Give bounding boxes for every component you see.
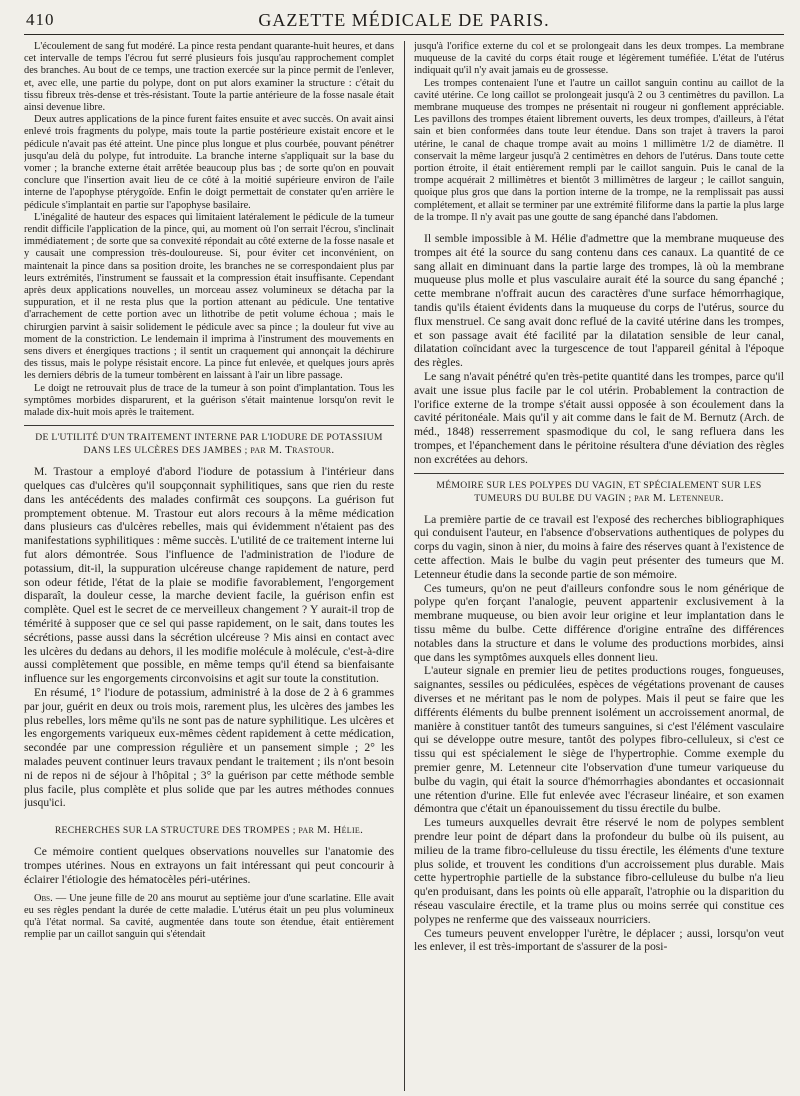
paragraph: L'inégalité de hauteur des espaces qui limitaient latéralement le pédicule de la tumeur rendit difficile l'application de la pince, qui, au moment où l'on serrait l'écrou, s'inclinait immédiatement ; de sorte que sa convexité répondait au côté externe de la fosse nasale et y causait une compression très-douloureuse. Si, pour éviter cet inconvénient, on maintenait la pince dans sa position droite, les branches ne se correspondaient plus par leurs extrémités, l'instrument se faussait et la compression était insuffisante. Cependant après deux applications nouvelles, un morceau assez volumineux se détacha par la suppuration, et il ne resta plus que la portion attenant au pédicule. Une tentative d'arrachement de cette portion avec un lithotribe de petit volume échoua ; mais le chirurgien parvint à saisir solidement le pédicule avec sa pince ; la douleur fut vive au moment de la constriction. Le lendemain il imprima à l'instrument des mouvements en sens divers et énergiques tractions ; il sentit un craquement qui annonçait la déchirure des tissus, mais le polype résistait encore. La pince fut enlevée, et quelques jours après les derniers débris de la tumeur tombèrent en laissant à l'air un libre passage. [24, 211, 394, 382]
paragraph: Ce mémoire contient quelques observations nouvelles sur l'anatomie des trompes utérines. Nous en extrayons un fait intéressant qui peut concourir à éclairer l'étiologie des hématocèles péri-utérines. [24, 845, 394, 886]
right-intro-text [414, 41, 784, 224]
article-author: par M. Trastour. [250, 444, 335, 457]
observation-label: Obs. [34, 892, 53, 904]
running-header [24, 4, 784, 35]
paragraph: L'écoulement de sang fut modéré. La pince resta pendant quarante-huit heures, et dans cet intervalle de temps l'écrou fut serré plusieurs fois jusqu'au rapprochement complet des branches. Au bout de ce temps, une traction exercée sur la pince permit de l'enlever, et, avec elle, une partie du polype, dont on put alors examiner la structure : c'était du tissu fibreux très-dense et très-résistant. Toute la partie antérieure de la fosse nasale était ainsi devenue libre. [24, 41, 394, 114]
paragraph: L'auteur signale en premier lieu de petites productions rouges, fongueuses, saignantes, sessiles ou pédiculées, espèces de végétations provenant de causes diverses et ne méritant pas le nom de polypes. Mais il peut se faire que les différents éléments du bulbe prennent isolément un accroissement anormal, de manière à constituer tantôt des tumeurs sanguines, si c'est l'élément vasculaire qui se développe outre mesure, tantôt des polypes fibro-celluleux, si c'est ce tissu qui est spécialement le siège de l'hypertrophie. Comme exemple du premier genre, M. Letenneur cite l'observation d'une tumeur variqueuse du bulbe du vagin, qui était la source d'hémorrhagies abondantes et occasionnait une rétention d'urine. Elle fut enlevée avec l'écraseur linéaire, et son examen démontra que c'était un épanouissement du tissu érectile du bulbe. [414, 664, 784, 816]
article-author: par M. Hélie. [298, 824, 364, 837]
article-title: MÉMOIRE SUR LES POLYPES DU VAGIN, ET SPÉCIALEMENT SUR LES TUMEURS DU BULBE DU VAGIN ; [436, 479, 762, 504]
journal-title: GAZETTE MÉDICALE DE PARIS. [258, 10, 550, 30]
right-column [414, 41, 784, 1091]
left-intro-text [24, 41, 394, 419]
observation-block [24, 893, 394, 942]
article-heading-helie [24, 824, 394, 837]
article-body-helie [24, 845, 394, 886]
article-heading-trastour [24, 432, 394, 457]
paragraph: Le doigt ne retrouvait plus de trace de la tumeur à son point d'implantation. Tous les symptômes morbides disparurent, et la guérison s'était maintenue lorsqu'on revit le malade dix-huit mois après le traitement. [24, 382, 394, 419]
paragraph: En résumé, 1° l'iodure de potassium, administré à la dose de 2 à 6 grammes par jour, guérit en deux ou trois mois, rarement plus, les ulcères des jambes les plus rebelles, lors même qu'ils ne sont pas de nature syphilitique. Les ulcères et les engorgements variqueux eux-mêmes cèdent rapidement à cette médication, secondée par une compression régulière et un pansement simple ; 2° les malades peuvent continuer leurs travaux pendant le traitement ; ils n'ont besoin ni de repos ni de séjour à l'hôpital ; 3° la guérison par cette méthode semble plus facile, plus complète et plus solide que par les autres méthodes connues jusqu'ici. [24, 686, 394, 810]
left-column [24, 41, 394, 1091]
paragraph: Le sang n'avait pénétré qu'en très-petite quantité dans les trompes, parce qu'il avait une issue plus facile par le col utérin. Probablement la contraction de l'orifice externe de la trompe s'était aussi opposée à son écoulement dans la cavité péritonéale. Mais qu'il y ait comme dans le fait de M. Bernutz (Arch. de méd., 1848) resserrement spasmodique du col, le sang refluera dans les trompes, et l'épanchement dans le péritoine résultera d'une déviation des règles non excrétées au dehors. [414, 370, 784, 466]
paragraph: Ces tumeurs peuvent envelopper l'urètre, le déplacer ; aussi, lorsqu'on veut les enlever, il est très-important de s'assurer de la posi- [414, 926, 784, 954]
page-number: 410 [26, 10, 55, 29]
section-divider [414, 473, 784, 474]
paragraph: Les tumeurs auxquelles devrait être réservé le nom de polypes semblent prendre leur point de départ dans la profondeur du bulbe où ils puisent, au milieu de la trame fibro-celluleuse du tissu érectile, les éléments d'une texture plus solide, et trouvent les conditions d'un accroissement plus durable. Mais cette hypertrophie partielle de la substance fibro-celluleuse du bulbe n'a lieu qu'en produisant, dans les points où elle apparaît, l'atrophie ou la disparition du réseau vasculaire érectile, et la trame plus ou moins serrée qui constitue ces polypes ne renferme que des vaisseaux nourriciers. [414, 816, 784, 926]
section-divider [24, 425, 394, 426]
paragraph: La première partie de ce travail est l'exposé des recherches bibliographiques qui conduisent l'auteur, en l'absence d'observations authentiques de polypes du corps du vagin, sinon à nier, du moins à faire des réserves quant à l'existence de cette affection. Mais le bulbe du vagin peut présenter des tumeurs que M. Letenneur étudie dans la seconde partie de son mémoire. [414, 512, 784, 581]
paragraph: M. Trastour a employé d'abord l'iodure de potassium à l'intérieur dans quelques cas d'ulcères qu'il soupçonnait syphilitiques, sans que rien du reste dans les antécédents des malades confirmât ces soupçons. La guérison fut promptement obtenue. M. Trastour eut alors recours à la même médication dans plusieurs cas d'ulcères rebelles, mais qui évidemment n'étaient pas des manifestations syphilitiques : même succès. L'utilité de ce traitement interne lui fut alors démontrée. Sous l'influence de l'administration de l'iodure de potassium, dit-il, la suppuration ulcéreuse change rapidement de nature, perd son odeur fétide, l'état de la plaie se modifie favorablement, l'engorgement disparaît, la douleur cesse, la marche devient facile, la guérison enfin est complète. Quel est le secret de ce merveilleux changement ? Y aurait-il trop de témérité à supposer que ce sel qui passe rapidement, on le sait, dans toutes les sécrétions, passe aussi dans la sécrétion ulcéreuse ? Mis ainsi en contact avec les ulcères du dedans au dehors, il les modifie molécule à molécule, c'est-à-dire aussi complètement que possible, en même temps qu'il étend sa bienfaisante influence sur les engorgements circonvoisins et agit sur toute la constitution. [24, 465, 394, 686]
paragraph: Les trompes contenaient l'une et l'autre un caillot sanguin continu au caillot de la cavité utérine. Ce long caillot se prolongeait jusqu'à 2 ou 3 centimètres du pavillon. La membrane muqueuse des trompes ne présentait ni rougeur ni gonflement appréciable. Les pavillons des trompes étaient librement ouverts, les deux trompes, d'ailleurs, à l'état sain et bien conformées dans toute leur étendue. Dans son trajet à travers la paroi utérine, le canal de chaque trompe avait au moins 1 millimètre 1/2 de diamètre. Il conservait la même largeur jusqu'à 2 centimètres en dehors de l'utérus. Dans toute cette portion étroite, il était entièrement rempli par le caillot sanguin. Puis le canal de la trompe acquérait 2 millimètres et bientôt 3 millimètres de largeur ; le caillot sanguin, quoique plus gros que dans la portion interne de la trompe, ne la remplissait pas aussi complétement, et allait se terminer par une extrémité filiforme dans la partie la plus large de la trompe. Il n'y avait pas une goutte de sang épanché dans l'abdomen. [414, 77, 784, 223]
article-heading-letenneur [414, 480, 784, 505]
observation-text: — Une jeune fille de 20 ans mourut au septième jour d'une scarlatine. Elle avait eu ses règles pendant la durée de cette maladie. L'utérus était un peu plus volumineux qu'à l'état normal. Sa cavité, augmentée dans toute son étendue, était entièrement remplie par un caillot sanguin qui s'étendait [24, 892, 394, 941]
article-title: RECHERCHES SUR LA STRUCTURE DES TROMPES ; [54, 825, 296, 837]
column-rule [404, 41, 405, 1091]
paragraph: Deux autres applications de la pince furent faites ensuite et avec succès. On avait ainsi enlevé trois fragments du polype, mais toute la partie postérieure existait encore et le pédicule n'avait pas été atteint. Une pince plus longue et plus courbée, pouvant pénétrer jusqu'au delà du polype, fut introduite. La branche interne s'appliquait sur la base du vomer ; la branche externe était arrêtée beaucoup plus bas ; de sorte qu'on en pouvait conclure que l'insertion avait lieu de ce côté à la moitié supérieure environ de l'aile interne de l'apophyse ptérygoïde. Enfin le doigt permettait de constater qu'en arrière le pédicule s'implantait en partie sur l'apophyse basilaire. [24, 114, 394, 211]
article-body-letenneur [414, 513, 784, 955]
article-body-trastour [24, 465, 394, 810]
article-title: DE L'UTILITÉ D'UN TRAITEMENT INTERNE PAR L'IODURE DE POTASSIUM DANS LES ULCÈRES DES JAMBES ; [35, 432, 383, 457]
helie-commentary [414, 232, 784, 467]
observation-paragraph [24, 893, 394, 942]
article-author: par M. Letenneur. [634, 491, 724, 504]
paragraph: Il semble impossible à M. Hélie d'admettre que la membrane muqueuse des trompes ait été la source du sang contenu dans ces canaux. La quantité de ce sang allait en diminuant dans la partie large des trompes, là où la membrane muqueuse plus molle et plus vasculaire aurait été la source du sang épanché ; cette membrane n'offrait aucun des caractères d'une surface hémorrhagique, tandis qu'ils étaient évidents dans la muqueuse du corps de l'utérus, source du flux menstruel. Ce sang avait donc reflué de la cavité utérine dans les trompes, et son passage avait été facilité par la dilatation sensible de leur canal, dilatation coïncidant avec la turgescence de tout l'appareil génital à l'époque des règles. [414, 232, 784, 370]
paragraph: Ces tumeurs, qu'on ne peut d'ailleurs confondre sous le nom générique de polype qu'en forçant l'analogie, peuvent appartenir exclusivement à la membrane muqueuse, ou bien avoir leur origine et leur implantation dans le tissu même du bulbe. Cette différence d'origine entraîne des différences notables dans la structure et dans le volume des productions morbides, ainsi que dans les symptômes auxquels elles donnent lieu. [414, 581, 784, 664]
paragraph: jusqu'à l'orifice externe du col et se prolongeait dans les deux trompes. La membrane muqueuse de la cavité du corps était rouge et légèrement tuméfiée. L'état de l'utérus indiquait qu'il n'y avait jamais eu de grossesse. [414, 41, 784, 77]
